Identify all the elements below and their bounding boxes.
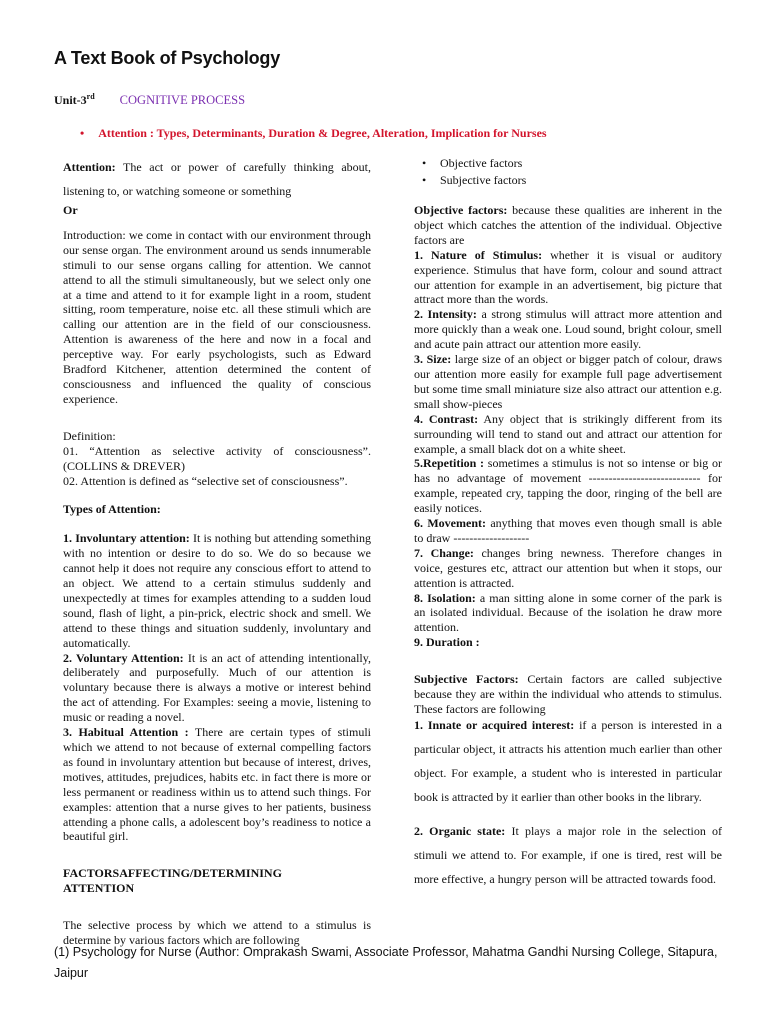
objective-item-repetition: 5.Repetition : sometimes a stimulus is not so intense or big or has no advantage of movement ---------------------------- for example, repeated cry, tapping the door, ringing of the bell are easily notices.: [414, 456, 723, 516]
subjective-item-interest: 1. Innate or acquired interest: if a person is interested in a particular object, it attracts his attention much earlier than other object. For example, a student who is interested in particular book is attracted by it earlier than other books in the library.: [414, 717, 722, 804]
list-item: • Objective factors: [418, 155, 722, 172]
type-voluntary: 2. Voluntary Attention: It is an act of attending intentionally, deliberately and purposefully. Much of our attention is voluntary because there is always a motive or interest behind the act of attending. For Examples: seeing a movie, listening to music or reading a novel.: [63, 650, 371, 725]
objective-factors-intro: Objective factors: because these qualities are inherent in the object which catches the attention of the individual. Objective factors are: [414, 203, 722, 247]
type-involuntary: 1. Involuntary attention: It is nothing but attending something with no intention or desire to do so. We do so because we cannot help it does not require any conscious effort to attend to an object. We attend to a certain stimulus suddenly and unexpectedly at times for examples attending to a sudden loud sound, flash of light, a pin-prick, electric shock and smell. We attend to these things and situation suddenly, involuntary and automatically.: [63, 531, 371, 650]
left-column: [63, 155, 371, 948]
unit-superscript: rd: [86, 92, 95, 101]
topic-bullet: [80, 126, 547, 141]
objective-item-intensity: 2. Intensity: a strong stimulus will attract more attention and more quickly than a weak one. Loud sound, bright colour, smell and acute pain attract our attention more easily.: [414, 307, 722, 352]
objective-item-change: 7. Change: changes bring newness. Therefore changes in voice, gestures etc, attract our attention but when it stops, our attention is attracted.: [414, 545, 722, 590]
attention-definition: Attention: The act or power of carefully thinking about, listening to, or watching someone or something: [63, 160, 371, 198]
definition-2: 02. Attention is defined as “selective set of consciousness”.: [63, 473, 348, 488]
factors-intro: The selective process by which we attend to a stimulus is determine by various factors which are following: [63, 918, 371, 948]
objective-item-isolation: 8. Isolation: a man sitting alone in some corner of the park is an isolated individual. Because of the isolation he draw more attention.: [414, 590, 722, 635]
right-column: [414, 155, 722, 891]
bullet-icon: •: [80, 126, 85, 140]
footer-citation: (1) Psychology for Nurse (Author: Omprakash Swami, Associate Professor, Mahatma Gandhi Nursing College, Sitapura, Jaipur: [54, 945, 718, 980]
objective-item-nature: 1. Nature of Stimulus: whether it is visual or auditory experience. Stimulus that have form, colour and sound attract our attention for example in an advertisement, big picture that attract more than the words.: [414, 247, 722, 307]
factors-heading: FACTORSAFFECTING/DETERMINING ATTENTION: [63, 866, 282, 896]
types-heading: Types of Attention:: [63, 502, 161, 517]
topic-bullet-text: Attention : Types, Determinants, Duration & Degree, Alteration, Implication for Nurses: [98, 126, 547, 140]
or-label: Or: [63, 203, 78, 217]
objective-item-duration: 9. Duration :: [414, 635, 480, 650]
page-title: A Text Book of Psychology: [54, 48, 281, 68]
type-habitual: 3. Habitual Attention : There are certain types of stimuli which we attend to not because of external compelling factors as found in involuntary attention but because of interest, drives, motives, attitudes, prejudices, habits etc. in fact there is more or less permanent or readiness within us to attend such things. For examples: attention that a nurse gives to her patients, business attending a phone calls, a adolescent boy’s readiness to notice a beautiful girl.: [63, 725, 371, 844]
unit-heading: [54, 92, 245, 108]
definition-1: 01. “Attention as selective activity of consciousness”. (COLLINS & DREVER): [63, 443, 371, 473]
definition-label: Definition:: [63, 428, 116, 443]
unit-topic: COGNITIVE PROCESS: [119, 93, 246, 107]
unit-label: Unit-3rd: [54, 92, 95, 107]
objective-item-contrast: 4. Contrast: Any object that is strikingly different from its surrounding will tend to stand out and attract our attention for example, a small black dot on a white sheet.: [414, 411, 722, 456]
objective-item-movement: 6. Movement: anything that moves even though small is able to draw -------------------: [414, 516, 722, 545]
introduction-paragraph: Introduction: we come in contact with our environment through our sense organ. The environment around us sends innumerable stimuli to our sense organs calling for attention. We cannot attend to all the stimuli simultaneously, but we select only one at a time and attend to it for example light in a room, student sitting, room temperature, noise etc. all these stimuli which are calling our attention are in the field of our consciousness. Attention is awareness of the here and now in a focal and perceptive way. For early psychologists, such as Edward Bradford Kitchener, attention determined the content of consciousness and influenced the quality of conscious experience.: [63, 227, 371, 406]
objective-item-size: 3. Size: large size of an object or bigger patch of colour, draws our attention more easily for example full page advertisement but some time small miniature size also attract our attention e.g. small show-pieces: [414, 352, 722, 411]
subjective-item-organic: 2. Organic state: It plays a major role in the selection of stimuli we attend to. For example, if one is tired, rest will be more effective, a hungry person will be attracted towards food.: [414, 823, 722, 886]
subjective-factors-intro: Subjective Factors: Certain factors are called subjective because they are within the individual who attends to stimulus. These factors are following: [414, 672, 722, 716]
list-item: • Subjective factors: [418, 172, 722, 189]
factor-list: [418, 155, 722, 189]
